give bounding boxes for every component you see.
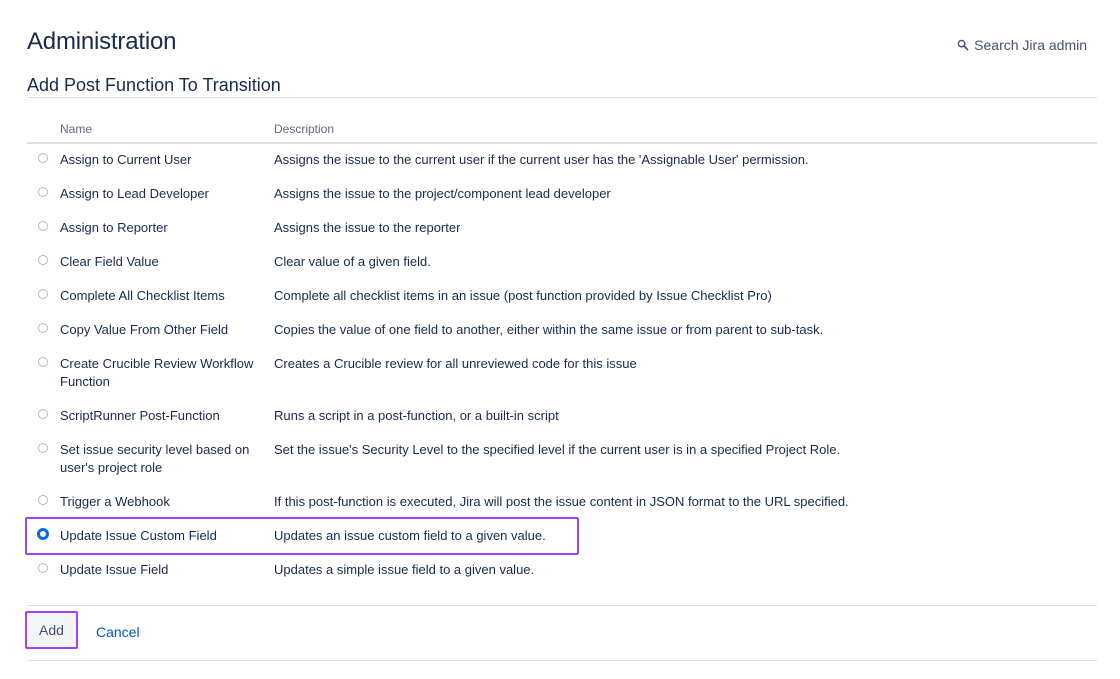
actions-divider bbox=[27, 605, 1097, 606]
bottom-divider bbox=[27, 660, 1097, 661]
row-description: Updates an issue custom field to a given value. bbox=[274, 528, 546, 543]
row-name: Assign to Reporter bbox=[60, 220, 168, 235]
row-description: Updates a simple issue field to a given value. bbox=[274, 562, 535, 577]
table-row[interactable] bbox=[27, 434, 1097, 486]
page-title: Administration bbox=[27, 28, 177, 55]
table-row[interactable] bbox=[27, 314, 1097, 348]
row-name: Complete All Checklist Items bbox=[60, 288, 225, 303]
row-name: Copy Value From Other Field bbox=[60, 322, 229, 337]
add-button[interactable]: Add bbox=[25, 611, 78, 649]
section-title: Add Post Function To Transition bbox=[27, 75, 281, 95]
row-name: ScriptRunner Post-Function bbox=[60, 408, 220, 423]
radio-button[interactable] bbox=[38, 221, 48, 231]
table-header bbox=[27, 120, 1097, 144]
row-description: Assigns the issue to the reporter bbox=[274, 220, 461, 235]
radio-button[interactable] bbox=[38, 187, 48, 197]
selection-highlight bbox=[25, 517, 579, 555]
table-row[interactable] bbox=[27, 400, 1097, 434]
row-name: Update Issue Custom Field bbox=[60, 528, 217, 543]
row-name: Update Issue Field bbox=[60, 562, 169, 577]
table-row[interactable] bbox=[27, 348, 1097, 400]
row-description: Complete all checklist items in an issue (post function provided by Issue Checklist Pro) bbox=[274, 288, 772, 303]
row-description: Copies the value of one field to another, either within the same issue or from parent to sub-task. bbox=[274, 322, 824, 337]
row-name: Create Crucible Review Workflow Function bbox=[60, 356, 254, 389]
radio-button[interactable] bbox=[38, 357, 48, 367]
radio-button[interactable] bbox=[38, 323, 48, 333]
column-header-name: Name bbox=[60, 122, 93, 136]
table-row[interactable] bbox=[27, 144, 1097, 178]
table-row[interactable] bbox=[27, 246, 1097, 280]
radio-button[interactable] bbox=[38, 443, 48, 453]
table-row[interactable] bbox=[27, 486, 1097, 520]
row-name: Set issue security level based on user's project role bbox=[60, 442, 250, 475]
table-row[interactable] bbox=[27, 212, 1097, 246]
row-description: Runs a script in a post-function, or a built-in script bbox=[274, 408, 559, 423]
row-name: Trigger a Webhook bbox=[60, 494, 170, 509]
radio-button[interactable] bbox=[38, 563, 48, 573]
search-icon bbox=[957, 39, 969, 51]
search-label: Search Jira admin bbox=[974, 37, 1087, 53]
row-description: Assigns the issue to the project/component lead developer bbox=[274, 186, 611, 201]
radio-button[interactable] bbox=[38, 255, 48, 265]
table-row[interactable] bbox=[27, 178, 1097, 212]
radio-button[interactable] bbox=[38, 289, 48, 299]
row-description: Clear value of a given field. bbox=[274, 254, 431, 269]
row-description: Creates a Crucible review for all unreviewed code for this issue bbox=[274, 356, 637, 371]
row-description: If this post-function is executed, Jira will post the issue content in JSON format to the URL specified. bbox=[274, 494, 849, 509]
radio-button[interactable] bbox=[38, 409, 48, 419]
column-header-description: Description bbox=[274, 122, 335, 136]
table-row[interactable] bbox=[27, 280, 1097, 314]
search-jira-admin-link[interactable] bbox=[957, 37, 1087, 53]
radio-button[interactable] bbox=[38, 495, 48, 505]
radio-button[interactable] bbox=[38, 153, 48, 163]
section-divider bbox=[27, 97, 1097, 98]
row-description: Assigns the issue to the current user if the current user has the 'Assignable User' permission. bbox=[274, 152, 809, 167]
row-description: Set the issue's Security Level to the specified level if the current user is in a specified Project Role. bbox=[274, 442, 841, 457]
row-name: Assign to Lead Developer bbox=[60, 186, 209, 201]
row-name: Assign to Current User bbox=[60, 152, 192, 167]
cancel-link[interactable]: Cancel bbox=[96, 624, 140, 640]
table-row[interactable] bbox=[27, 554, 1097, 588]
row-name: Clear Field Value bbox=[60, 254, 159, 269]
